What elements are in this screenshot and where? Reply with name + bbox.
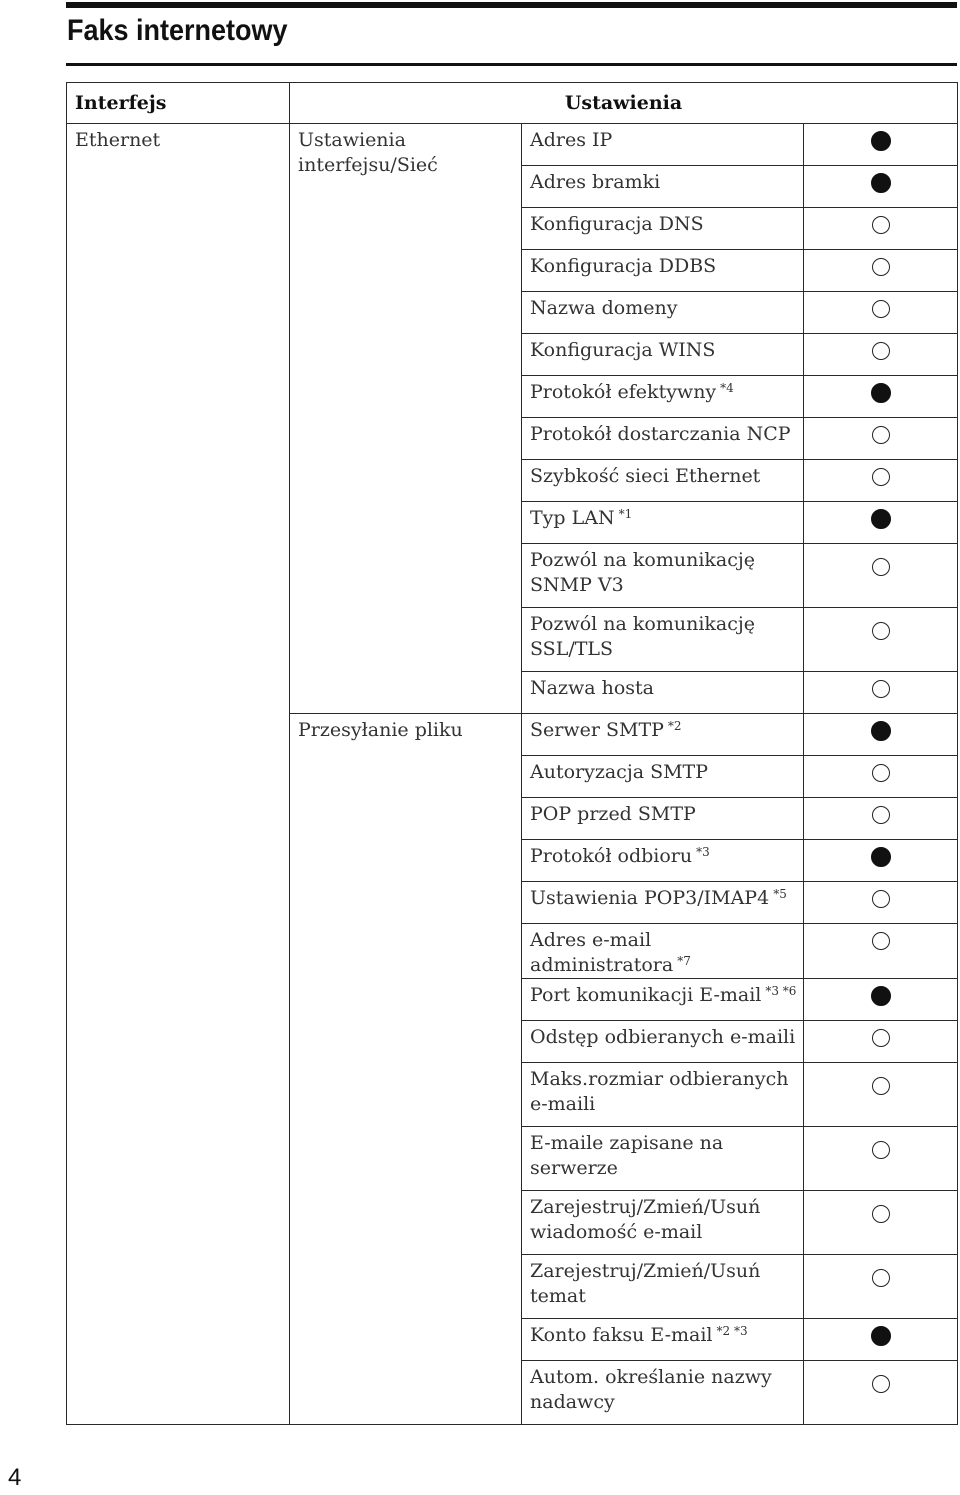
open-circle-icon <box>872 1269 890 1287</box>
marker-cell <box>804 1319 958 1361</box>
open-circle-icon <box>872 1375 890 1393</box>
filled-circle-icon <box>871 173 891 193</box>
setting-label: Maks.rozmiar odbieranych e-maili <box>530 1068 789 1115</box>
open-circle-icon <box>872 932 890 950</box>
open-circle-icon <box>872 764 890 782</box>
open-circle-icon <box>872 890 890 908</box>
filled-circle-icon <box>871 131 891 151</box>
footnote-ref: *3 <box>696 845 710 859</box>
filled-circle-icon <box>871 509 891 529</box>
setting-item-cell <box>522 1063 804 1127</box>
open-circle-icon <box>872 468 890 486</box>
top-bar <box>66 2 957 8</box>
setting-item-cell <box>522 208 804 250</box>
setting-item-cell <box>522 756 804 798</box>
open-circle-icon <box>872 1141 890 1159</box>
setting-label: Port komunikacji E-mail <box>530 984 762 1006</box>
setting-item-cell <box>522 250 804 292</box>
setting-item-cell <box>522 840 804 882</box>
open-circle-icon <box>872 622 890 640</box>
setting-item-cell <box>522 1319 804 1361</box>
setting-label: Autom. określanie nazwy nadawcy <box>530 1366 772 1413</box>
setting-label: Adres bramki <box>530 171 661 193</box>
marker-cell <box>804 292 958 334</box>
setting-item-cell <box>522 1127 804 1191</box>
header-interface: Interfejs <box>67 83 290 124</box>
setting-item-cell <box>522 1361 804 1425</box>
setting-item-cell <box>522 924 804 979</box>
setting-item-cell <box>522 608 804 672</box>
marker-cell <box>804 672 958 714</box>
setting-label: Zarejestruj/Zmień/Usuń wiadomość e-mail <box>530 1196 761 1243</box>
setting-label: Typ LAN <box>530 507 615 529</box>
setting-item-cell <box>522 979 804 1021</box>
filled-circle-icon <box>871 847 891 867</box>
setting-item-cell <box>522 1021 804 1063</box>
open-circle-icon <box>872 680 890 698</box>
setting-label: Odstęp odbieranych e-maili <box>530 1026 796 1048</box>
setting-label: Ustawienia POP3/IMAP4 <box>530 887 770 909</box>
settings-table <box>66 82 958 1425</box>
marker-cell <box>804 882 958 924</box>
marker-cell <box>804 250 958 292</box>
setting-label: Nazwa domeny <box>530 297 678 319</box>
setting-item-cell <box>522 798 804 840</box>
marker-cell <box>804 1021 958 1063</box>
marker-cell <box>804 798 958 840</box>
open-circle-icon <box>872 558 890 576</box>
marker-cell <box>804 208 958 250</box>
group-name-cell: Ustawienia interfejsu/Sieć <box>290 124 522 714</box>
open-circle-icon <box>872 1077 890 1095</box>
filled-circle-icon <box>871 1326 891 1346</box>
filled-circle-icon <box>871 986 891 1006</box>
page-title: Faks internetowy <box>67 14 288 47</box>
open-circle-icon <box>872 216 890 234</box>
open-circle-icon <box>872 426 890 444</box>
setting-item-cell <box>522 672 804 714</box>
setting-label: Adres IP <box>530 129 613 151</box>
marker-cell <box>804 1255 958 1319</box>
setting-item-cell <box>522 1191 804 1255</box>
setting-label: Pozwól na komunikację SSL/TLS <box>530 613 756 660</box>
header-settings: Ustawienia <box>290 83 958 124</box>
setting-label: Protokół efektywny <box>530 381 717 403</box>
setting-item-cell <box>522 124 804 166</box>
footnote-ref: *4 <box>720 381 734 395</box>
table-row <box>67 124 958 166</box>
setting-label: Konfiguracja WINS <box>530 339 716 361</box>
marker-cell <box>804 460 958 502</box>
header-row <box>67 83 958 124</box>
setting-label: E-maile zapisane na serwerze <box>530 1132 724 1179</box>
marker-cell <box>804 979 958 1021</box>
open-circle-icon <box>872 258 890 276</box>
title-rule <box>66 63 957 66</box>
setting-item-cell <box>522 292 804 334</box>
open-circle-icon <box>872 806 890 824</box>
marker-cell <box>804 840 958 882</box>
setting-item-cell <box>522 418 804 460</box>
marker-cell <box>804 756 958 798</box>
interface-cell: Ethernet <box>67 124 290 1425</box>
marker-cell <box>804 124 958 166</box>
setting-label: Konfiguracja DDBS <box>530 255 717 277</box>
setting-label: Serwer SMTP <box>530 719 664 741</box>
table-body <box>67 124 958 1425</box>
footnote-ref: *3 *6 <box>765 984 797 998</box>
setting-item-cell <box>522 376 804 418</box>
group-name-cell: Przesyłanie pliku <box>290 714 522 1425</box>
footnote-ref: *1 <box>618 507 633 521</box>
setting-label: Protokół odbioru <box>530 845 693 867</box>
marker-cell <box>804 1127 958 1191</box>
marker-cell <box>804 1191 958 1255</box>
marker-cell <box>804 1063 958 1127</box>
setting-label: Szybkość sieci Ethernet <box>530 465 761 487</box>
setting-label: Konfiguracja DNS <box>530 213 704 235</box>
setting-label: Autoryzacja SMTP <box>530 761 709 783</box>
setting-label: Konto faksu E-mail <box>530 1324 713 1346</box>
open-circle-icon <box>872 342 890 360</box>
setting-item-cell <box>522 544 804 608</box>
footnote-ref: *2 *3 <box>716 1324 748 1338</box>
setting-label: Pozwól na komunikację SNMP V3 <box>530 549 756 596</box>
marker-cell <box>804 334 958 376</box>
setting-item-cell <box>522 1255 804 1319</box>
marker-cell <box>804 608 958 672</box>
setting-label: Protokół dostarczania NCP <box>530 423 791 445</box>
marker-cell <box>804 1361 958 1425</box>
marker-cell <box>804 418 958 460</box>
open-circle-icon <box>872 1029 890 1047</box>
marker-cell <box>804 544 958 608</box>
setting-label: Adres e-mail administratora <box>530 929 674 976</box>
filled-circle-icon <box>871 383 891 403</box>
setting-item-cell <box>522 334 804 376</box>
marker-cell <box>804 166 958 208</box>
setting-item-cell <box>522 502 804 544</box>
setting-item-cell <box>522 460 804 502</box>
footnote-ref: *7 <box>677 954 691 968</box>
marker-cell <box>804 502 958 544</box>
setting-item-cell <box>522 714 804 756</box>
page-number: 4 <box>8 1464 22 1491</box>
open-circle-icon <box>872 1205 890 1223</box>
marker-cell <box>804 376 958 418</box>
marker-cell <box>804 714 958 756</box>
footnote-ref: *2 <box>667 719 682 733</box>
open-circle-icon <box>872 300 890 318</box>
setting-label: Zarejestruj/Zmień/Usuń temat <box>530 1260 761 1307</box>
marker-cell <box>804 924 958 979</box>
footnote-ref: *5 <box>773 887 787 901</box>
filled-circle-icon <box>871 721 891 741</box>
setting-item-cell <box>522 166 804 208</box>
setting-label: POP przed SMTP <box>530 803 696 825</box>
setting-label: Nazwa hosta <box>530 677 654 699</box>
setting-item-cell <box>522 882 804 924</box>
